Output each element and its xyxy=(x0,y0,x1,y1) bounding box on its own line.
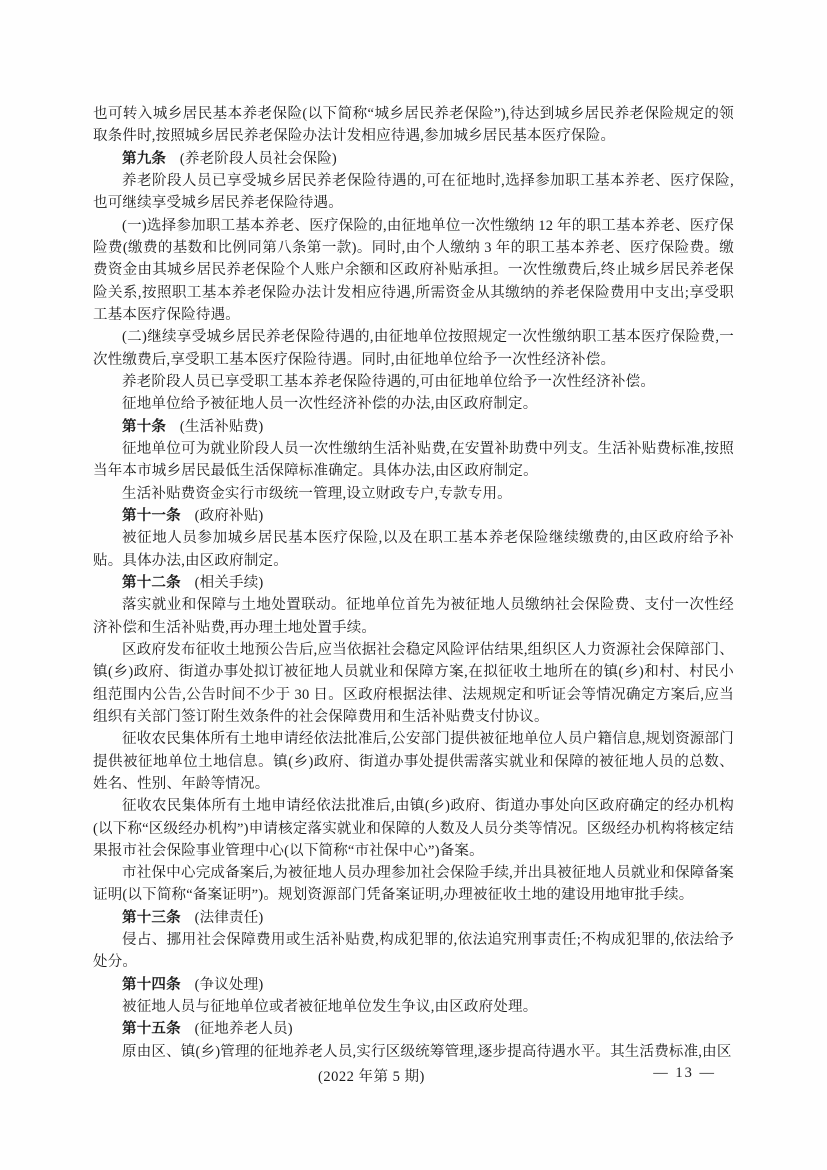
footer-issue: (2022 年第 5 期) xyxy=(318,1069,425,1085)
article-heading xyxy=(93,416,734,438)
article-heading xyxy=(93,505,734,527)
article-number: 第十条 xyxy=(122,418,167,435)
page-number: — 13 — xyxy=(653,1065,716,1081)
body-paragraph: 养老阶段人员已享受城乡居民养老保险待遇的,可在征地时,选择参加职工基本养老、医疗保险,也可继续享受城乡居民养老保险待遇。 xyxy=(93,172,734,212)
article-heading xyxy=(93,907,734,929)
article-number: 第十一条 xyxy=(122,507,181,524)
body-paragraph: 征收农民集体所有土地申请经依法批准后,由镇(乡)政府、街道办事处向区政府确定的经办机构(以下称“区级经办机构”)申请核定落实就业和保障的人数及人员分类等情况。区级经办机构将核定结果报市社会保险事业管理中心(以下简称“市社保中心”)备案。 xyxy=(93,798,734,859)
article-number: 第十五条 xyxy=(122,1021,181,1038)
article-number: 第九条 xyxy=(122,150,167,167)
body-paragraph: 区政府发布征收土地预公告后,应当依据社会稳定风险评估结果,组织区人力资源社会保障部门、镇(乡)政府、街道办事处拟订被征地人员就业和保障方案,在拟征收土地所在的镇(乡)和村、村民小组范围内公告,公告时间不少于 30 日。区政府根据法律、法规规定和听证会等情况确定方案后,应当组织有关部门签订附生效条件的社会保障费用和生活补贴费支付协议。 xyxy=(93,641,734,725)
article-title: (争议处理) xyxy=(194,976,264,993)
body-paragraph: 落实就业和保障与土地处置联动。征地单位首先为被征地人员缴纳社会保险费、支付一次性经济补偿和生活补贴费,再办理土地处置手续。 xyxy=(93,597,734,636)
body-paragraph: (一)选择参加职工基本养老、医疗保险的,由征地单位一次性缴纳 12 年的职工基本养老、医疗保险费(缴费的基数和比例同第八条第一款)。同时,由个人缴纳 3 年的职工基本养老、医疗保险费。缴费资金由其城乡居民养老保险个人账户余额和区政府补贴承担。一次性缴费后,终止城乡居民养老保险关系,按照职工基本养老保险办法计发相应待遇,所需资金从其缴纳的养老保险费用中支出;享受职工基本医疗保险待遇。 xyxy=(93,217,734,323)
body-paragraph: 被征地人员参加城乡居民基本医疗保险,以及在职工基本养老保险继续缴费的,由区政府给予补贴。具体办法,由区政府制定。 xyxy=(93,530,734,569)
article-number: 第十三条 xyxy=(122,909,181,926)
article-heading xyxy=(93,1018,734,1040)
body-paragraph: 征地单位可为就业阶段人员一次性缴纳生活补贴费,在安置补助费中列支。生活补贴费标准,按照当年本市城乡居民最低生活保障标准确定。具体办法,由区政府制定。 xyxy=(93,440,734,480)
document-body xyxy=(93,103,734,1063)
body-paragraph: 生活补贴费资金实行市级统一管理,设立财政专户,专款专用。 xyxy=(122,485,512,502)
body-paragraph: 侵占、挪用社会保障费用或生活补贴费,构成犯罪的,依法追究刑事责任;不构成犯罪的,依法给予处分。 xyxy=(93,932,734,971)
body-paragraph: 原由区、镇(乡)管理的征地养老人员,实行区级统筹管理,逐步提高待遇水平。其生活费标准,由区 xyxy=(122,1043,732,1060)
article-title: (相关手续) xyxy=(194,574,264,591)
body-paragraph: 养老阶段人员已享受职工基本养老保险待遇的,可由征地单位给予一次性经济补偿。 xyxy=(122,373,656,390)
article-title: (法律责任) xyxy=(194,909,264,926)
body-paragraph: 市社保中心完成备案后,为被征地人员办理参加社会保险手续,并出具被征地人员就业和保障备案证明(以下简称“备案证明”)。规划资源部门凭备案证明,办理被征收土地的建设用地审批手续。 xyxy=(93,865,734,904)
article-number: 第十四条 xyxy=(122,976,181,993)
article-title: (生活补贴费) xyxy=(179,418,264,435)
article-heading xyxy=(93,148,734,170)
body-paragraph: 征地单位给予被征地人员一次性经济补偿的办法,由区政府制定。 xyxy=(122,396,538,413)
article-number: 第十二条 xyxy=(122,574,181,591)
article-heading xyxy=(93,974,734,996)
article-heading xyxy=(93,572,734,594)
article-title: (政府补贴) xyxy=(194,507,264,524)
article-title: (养老阶段人员社会保险) xyxy=(179,150,337,167)
body-paragraph: (二)继续享受城乡居民养老保险待遇的,由征地单位按照规定一次性缴纳职工基本医疗保险费,一次性缴费后,享受职工基本医疗保险待遇。同时,由征地单位给予一次性经济补偿。 xyxy=(93,329,734,368)
body-paragraph: 也可转入城乡居民基本养老保险(以下简称“城乡居民养老保险”),待达到城乡居民养老保险规定的领取条件时,按照城乡居民养老保险办法计发相应待遇,参加城乡居民基本医疗保险。 xyxy=(93,106,734,145)
article-title: (征地养老人员) xyxy=(194,1021,293,1038)
body-paragraph: 被征地人员与征地单位或者被征地单位发生争议,由区政府处理。 xyxy=(122,999,538,1016)
body-paragraph: 征收农民集体所有土地申请经依法批准后,公安部门提供被征地单位人员户籍信息,规划资源部门提供被征地单位土地信息。镇(乡)政府、街道办事处提供需落实就业和保障的被征地人员的总数、姓名、性别、年龄等情况。 xyxy=(93,731,734,792)
